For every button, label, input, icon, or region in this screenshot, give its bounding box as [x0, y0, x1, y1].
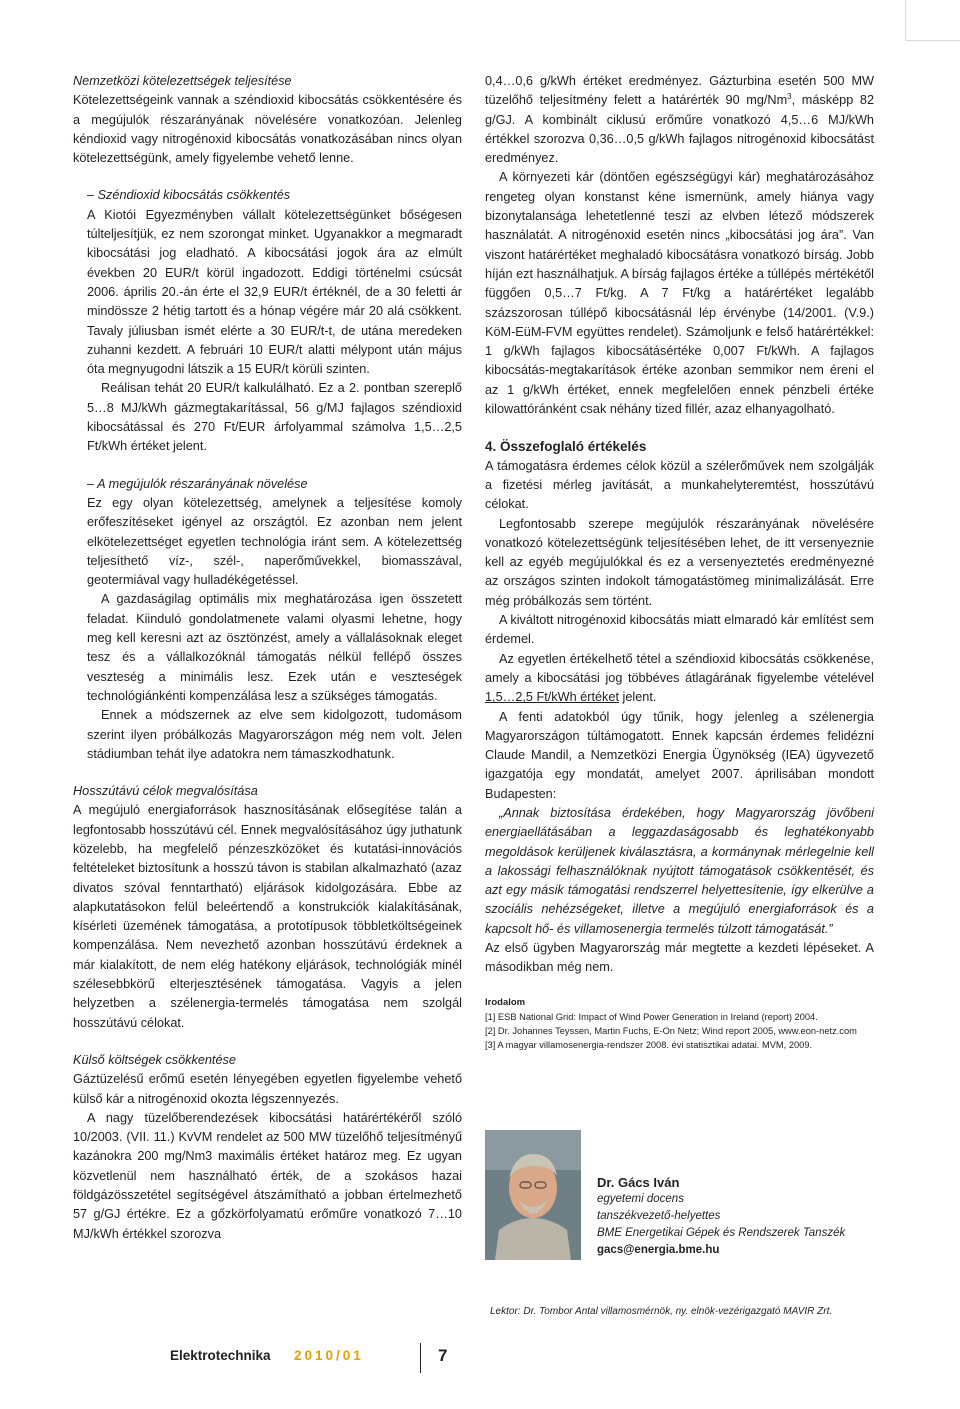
superscript: 3 — [787, 92, 792, 102]
reference-item: [2] Dr. Johannes Teyssen, Martin Fuchs, E-On Netz; Wind report 2005, www.eon-netz.com — [485, 1025, 857, 1036]
author-email: gacs@energia.bme.hu — [597, 1244, 720, 1256]
left-column — [73, 72, 462, 1244]
author-role: tanszékvezető-helyettes — [597, 1210, 721, 1222]
corner-mark — [905, 0, 906, 40]
author-name: Dr. Gács Iván — [597, 1175, 680, 1190]
paragraph: A nagy tüzelőberendezések kibocsátási határértékéről szóló 10/2003. (VII. 11.) KvVM rendelet az 500 MW tüzelőhő teljesítményű kazánokra 200 mg/Nm3 maximális értéket határoz meg. Ez ugyan közvetlenül nem használható érték, de a szokásos hazai földgázösszetétel segítségével átszámítható a jobban értelmezhető 57 g/GJ értékre. Ez a gőzkörfolyamatú erőműre vonatkozó 7…10 MJ/kWh értékkel szorozva — [73, 1110, 462, 1241]
issue-number: 2010/01 — [294, 1348, 364, 1363]
paragraph: Gáztüzelésű erőmű esetén lényegében egyetlen figyelembe vehető külső kár a nitrogénoxid okozta légszennyezés. — [73, 1072, 462, 1106]
text-run: Az egyetlen értékelhető tétel a széndioxid kibocsátás csökkenése, amely a kibocsátási jog többéves átlagárának figyelembe vételével — [485, 651, 874, 685]
footer-divider — [420, 1343, 421, 1373]
paragraph: A kiváltott nitrogénoxid kibocsátás miatt elmaradó kár említést sem érdemel. — [485, 613, 874, 647]
paragraph: A támogatásra érdemes célok közül a szélerőművek nem szolgálják a fizetési mérleg javítását, a munkahelyteremtést, hosszútávú célokat. — [485, 458, 874, 512]
references-title: Irodalom — [485, 996, 526, 1008]
subsection-co2 — [87, 186, 462, 764]
author-department: BME Energetikai Gépek és Rendszerek Tanszék — [597, 1227, 846, 1239]
magazine-name: Elektrotechnika — [170, 1348, 271, 1363]
reference-item: [3] A magyar villamosenergia-rendszer 2008. évi statisztikai adatai. MVM, 2009. — [485, 1039, 813, 1050]
section-title: 4. Összefoglaló értékelés — [485, 439, 647, 455]
portrait-image — [485, 1130, 581, 1260]
section-heading: Hosszútávú célok megvalósítása — [73, 784, 258, 799]
paragraph: A fenti adatokból úgy tűnik, hogy jelenleg a szélenergia Magyarországon túltámogatott. Ennek kapcsán érdemes felidézni Claude Mandil, a Nemzetközi Energia Ügynökség (IEA) ügyvezető igazgatója egy mondatát, amelyet 2007. áprilisában mondott Budapesten: — [485, 709, 874, 801]
paragraph: Legfontosabb szerepe megújulók részarányának növelésére vonatkozó kötelezettségünk teljesítésében lehet, de itt versenyeznie kell az egyéb megújulókkal és ez a versenyeztetés eredményezné az országos szinten indokolt támogatástömeg minimalizálását. Erre még próbálkozás sem történt. — [485, 516, 874, 608]
author-title: egyetemi docens — [597, 1193, 684, 1205]
page-footer — [170, 1343, 460, 1373]
paragraph: Kötelezettségeink vannak a széndioxid kibocsátás csökkentésére és a megújulók részarányának növelésére vonatkozóan. Jelenleg kéndioxid vagy nitrogénoxid kibocsátás vonatkozásában nincs olyan kötelezettségünk, amely figyelembe vehető lenne. — [73, 93, 462, 166]
corner-mark — [905, 40, 960, 41]
quote: „Annak biztosítása érdekében, hogy Magyarország jövőbeni energiaellátásában a leggazdaságosabb és leghatékonyabb megoldások kerüljenek kiválasztásra, a kormánynak mérlegelnie kell a lakossági felhasználóknak nyújtott támogatások csökkentését, és azt egy másik támogatási rendszerrel helyettesítenie, így elkerülve a szociális nehézségeket, illetve a megújuló energiaforrások és a kapcsolt hő- és villamosenergia termelés túlzott támogatását.” — [485, 805, 874, 936]
text-run: 0,4…0,6 g/kWh értéket eredményez. Gázturbina esetén 500 MW tüzelőhő teljesítmény felett a határérték 90 mg/Nm — [485, 74, 874, 108]
author-photo — [485, 1130, 581, 1260]
author-info — [597, 1174, 845, 1259]
paragraph — [485, 72, 874, 168]
page-number: 7 — [438, 1346, 448, 1365]
lektor-note: Lektor: Dr. Tombor Antal villamosmérnök, ny. elnök-vezérigazgató MAVIR Zrt. — [490, 1306, 833, 1317]
section-heading: Nemzetközi kötelezettségek teljesítése — [73, 74, 292, 88]
right-column — [485, 72, 874, 1052]
author-box — [485, 1130, 880, 1300]
reference-item: [1] ESB National Grid: Impact of Wind Power Generation in Ireland (report) 2004. — [485, 1011, 818, 1022]
subsection-heading: – A megújulók részarányának növelése — [87, 476, 308, 491]
text-run: , másképp 82 g/GJ. A kombinált ciklusú erőműre vonatkozó 4,5…6 MJ/kWh értékkel szorozva 0,36…0,5 g/kWh fajlagos nitrogénoxid kibocsátást eredményez. — [485, 93, 874, 166]
paragraph: Ennek a módszernek az elve sem kidolgozott, tudomásom szerint ilyen próbálkozás Magyarországon még nem volt. Jelen stádiumban tehát ilye adatokra nem támaszkodhatunk. — [87, 708, 462, 761]
section-heading: Külső költségek csökkentése — [73, 1052, 236, 1067]
text-run: jelent. — [618, 690, 657, 705]
paragraph: A megújuló energiaforrások hasznosításának elősegítése talán a legfontosabb hosszútávú cél. Ennek megvalósításához úgy juthatunk közelebb, ha megfelelő pénzeszközöket és kutatási-innovációs feltételeket biztosítunk a hosszú távon is stabilan alkalmazható (azaz divatos szóval fenntartható) eljárások kidolgozására. Ebbe az alapkutatásokon felül beleértendő a konstrukciók kialakításának, kísérleti üzemének támogatása, a prototípusok többletköltségeinek kompenzálása. Nem nevezhető azonban hosszútávú érdeknek a már kialakított, de nem elég hatékony eljárások, technológiák minél szélesebbkörű elterjesztésének támogatása. Vagyis a jelen helyzetben a szélenergia-termelés támogatása nem szolgál hosszútávú célokat. — [73, 803, 462, 1030]
paragraph: A Kiotói Egyezményben vállalt kötelezettségünket bőségesen túlteljesítjük, ez nem szorongat minket. Ugyanakkor a megmaradt kibocsátási jog eladható. A kibocsátási jogok ára az elmúlt években 20 EUR/t körül ingadozott. Eddigi történelmi csúcsát 2006. április 20.-án érte el 32,9 EUR/t értéknél, de a 30 feletti ár mindössze 2 hétig tartott és a hónap végére már 20 alá csökkent. Tavaly júliusban ismét elérte a 30 EUR/t-t, de utána meredeken zuhanni kezdett. A februári 10 EUR/t alatti mélypont után május óta megnyugodni látszik a 15 EUR/t körüli szinten. — [87, 207, 462, 377]
paragraph — [485, 650, 874, 708]
underlined-value: 1,5…2,5 Ft/kWh értéket — [485, 690, 619, 705]
paragraph: Reálisan tehát 20 EUR/t kalkulálható. Ez a 2. pontban szereplő 5…8 MJ/kWh gázmegtakarítással, 56 g/MJ fajlagos széndioxid kibocsátással és 270 Ft/EUR árfolyammal számolva 1,5…2,5 Ft/kWh értéket jelent. — [87, 381, 462, 454]
paragraph: Ez egy olyan kötelezettség, amelynek a teljesítése komoly erőfeszítéseket igényel az országtól. Ez azonban nem jelent elkötelezettséget egyetlen technológia iránt sem. A kötelezettség teljesíthető víz-, szél-, naperőművekkel, biomasszával, geotermiával vagy hulladékégetéssel. — [87, 495, 462, 588]
paragraph: Az első ügyben Magyarország már megtette a kezdeti lépéseket. A másodikban még nem. — [485, 941, 874, 975]
subsection-heading: – Széndioxid kibocsátás csökkentés — [87, 188, 291, 203]
paragraph: A környezeti kár (döntően egészségügyi kár) meghatározásához rengeteg olyan konstanst kéne ismernünk, amely hiánya vagy bizonytalansága lehetetlenné teszi az elvben létező módszerek használatát. A nitrogénoxid esetén nincs „kibocsátási jog ára”. Van viszont határértéket meghaladó kibocsátásra vonatkozó bírság. Jobb híján ezt használhatjuk. A bírság fajlagos értéke a túllépés mértékétől függően 0,5…7 Ft/kg. A 7 Ft/kg a határértéket legalább százszorosan túllépő kibocsátásnál lép érvénybe (14/2001. (V.9.) KöM-EüM-FVM együttes rendelet). Számoljunk e felső határértékkel: 1 g/kWh fajlagos kibocsátásértéke 0,007 Ft/kWh. A fajlagos kibocsátás-megtakarítások értéke azonban semmikor nem éreni el az 1 g/kWh értéket, ennek megfelelően ennek pénzbeli értéke kilowattóránként csak néhány tized fillér, azaz elhanyagolható. — [485, 170, 874, 417]
paragraph: A gazdaságilag optimális mix meghatározása igen összetett feladat. Kiinduló gondolatmenete valami olyasmi lehetne, hogy meg kell keresni azt az ösztönzést, amely a vállalásoknak eleget tesz és a vállalkozóknál támogatás nélkül fellépő összes veszteség a minimális lesz. Ezek után e veszteségek technológiánkénti kompenzálása lesz a szükséges támogatás. — [87, 592, 462, 703]
